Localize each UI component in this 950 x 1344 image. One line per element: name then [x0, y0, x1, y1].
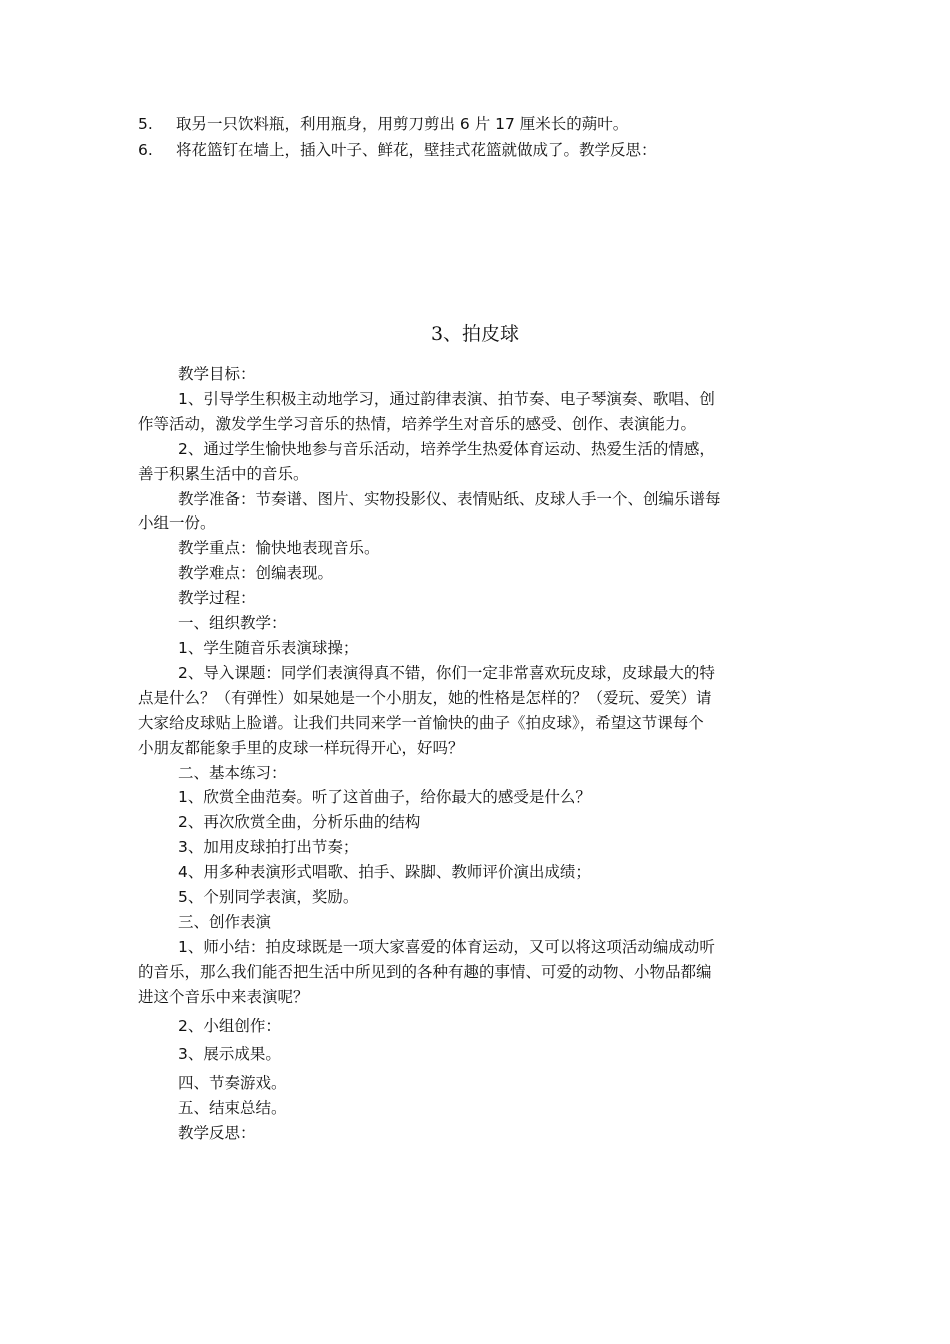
- paragraph-line: 大家给皮球贴上脸谱。让我们共同来学一首愉快的曲子《拍皮球》，希望这节课每个: [138, 713, 704, 732]
- list-text: 取另一只饮料瓶，利用瓶身，用剪刀剪出 6 片 17 厘米长的蒴叶。: [176, 115, 629, 133]
- paragraph-line: 1、引导学生积极主动地学习，通过韵律表演、拍节奏、电子琴演奏、歌唱、创: [178, 389, 715, 408]
- paragraph-line: 作等活动，激发学生学习音乐的热情，培养学生对音乐的感受、创作、表演能力。: [138, 414, 697, 433]
- paragraph-line: 1、师小结：拍皮球既是一项大家喜爱的体育运动，又可以将这项活动编成动听: [178, 937, 715, 956]
- paragraph-line: 2、小组创作：: [178, 1016, 281, 1035]
- paragraph-line: 三、创作表演: [178, 912, 272, 931]
- paragraph-line: 教学反思：: [178, 1124, 256, 1143]
- section-title: [0, 320, 950, 348]
- paragraph-line: 的音乐，那么我们能否把生活中所见到的各种有趣的事情、可爱的动物、小物品都编: [138, 962, 712, 981]
- paragraph-line: 3、展示成果。: [178, 1045, 281, 1064]
- paragraph-line: 二、基本练习：: [178, 763, 287, 782]
- paragraph-line: 3、加用皮球拍打出节奏；: [178, 838, 359, 857]
- section-number: 3: [430, 323, 444, 345]
- paragraph-line: 进这个音乐中来表演呢？: [138, 987, 309, 1006]
- section-title-text: 、拍皮球: [443, 323, 520, 345]
- paragraph-line: 教学准备：节奏谱、图片、实物投影仪、表情贴纸、皮球人手一个、创编乐谱每: [178, 489, 721, 508]
- paragraph-line: 教学重点：愉快地表现音乐。: [178, 539, 380, 558]
- paragraph-line: 4、用多种表演形式唱歌、拍手、跺脚、教师评价演出成绩；: [178, 863, 591, 882]
- paragraph-line: 1、学生随音乐表演球操；: [178, 638, 359, 657]
- lesson-body: [138, 362, 816, 1146]
- paragraph-line: 2、再次欣赏全曲，分析乐曲的结构: [178, 813, 421, 832]
- list-number: 5.: [138, 115, 153, 133]
- paragraph-line: 1、欣赏全曲范奏。听了这首曲子，给你最大的感受是什么？: [178, 788, 591, 807]
- paragraph-line: 教学过程：: [178, 589, 256, 608]
- paragraph-line: 教学难点：创编表现。: [178, 564, 334, 583]
- list-item: [138, 139, 657, 161]
- list-text: 将花篮钉在墙上，插入叶子、鲜花，壁挂式花篮就做成了。教学反思：: [176, 141, 657, 159]
- paragraph-line: 小组一份。: [138, 514, 216, 533]
- paragraph-line: 点是什么？（有弹性）如杲她是一个小朋友，她的性格是怎样的？（爱玩、爱笑）请: [138, 688, 712, 707]
- paragraph-line: 四、节奏游戏。: [178, 1074, 287, 1093]
- list-item: [138, 113, 628, 135]
- paragraph-line: 小朋友都能象手里的皮球一样玩得开心，好吗？: [138, 738, 464, 757]
- paragraph-line: 善于积累生活中的音乐。: [138, 464, 309, 483]
- paragraph-line: 五、结束总结。: [178, 1099, 287, 1118]
- paragraph-line: 教学目标：: [178, 365, 256, 383]
- paragraph-line: 2、导入课题：同学们表演得真不错，你们一定非常喜欢玩皮球，皮球最大的特: [178, 663, 715, 682]
- list-number: 6.: [138, 141, 153, 159]
- paragraph-line: 一、组织教学：: [178, 614, 287, 633]
- paragraph-line: 2、通过学生愉快地参与音乐活动，培养学生热爱体育运动、热爱生活的情感，: [178, 439, 715, 458]
- paragraph-line: 5、个别同学表演，奖励。: [178, 888, 359, 907]
